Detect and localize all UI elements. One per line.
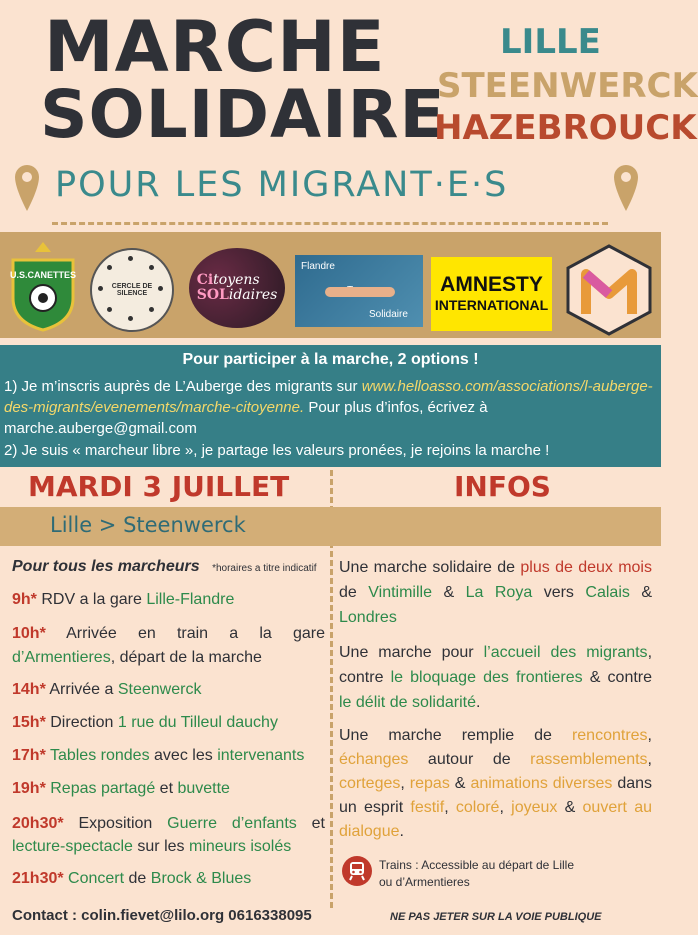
schedule-item: 20h30* Exposition Guerre d’enfants et lecture-spectacle sur les mineurs isolés [12, 815, 325, 855]
info-paragraph-2: Une marche pour l’accueil des migrants, contre le bloquage des frontieres & contre le délit de solidarité. [339, 644, 653, 711]
participate-title: Pour participer à la marche, 2 options ! [182, 351, 479, 368]
cercle-label: CERCLE DE SILENCE [111, 283, 153, 297]
subtitle: POUR LES MIGRANT·E·S [55, 165, 509, 205]
canettes-logo [5, 238, 81, 334]
amnesty-logo [431, 257, 552, 331]
option-1-number: 1) [4, 378, 18, 395]
amnesty-international-label: INTERNATIONAL [434, 297, 549, 313]
person-icon [149, 307, 154, 312]
option-2-number: 2) [4, 442, 18, 459]
train-icon [342, 856, 372, 886]
option-1-text: Je m’inscris auprès de L’Auberge des migrants sur [21, 378, 358, 395]
person-icon [98, 286, 103, 291]
flandre-terre-solidaire-logo [295, 255, 423, 327]
canettes-label: U.S.CANETTES [9, 270, 76, 280]
person-icon [158, 286, 163, 291]
city-lille: LILLE [500, 22, 601, 62]
cercle-de-silence-logo [90, 248, 174, 332]
contact-line: Contact : colin.fievet@lilo.org 0616338095 [12, 907, 312, 924]
schedule-item: 19h* Repas partagé et buvette [12, 780, 230, 797]
flandre-label: Flandre [301, 261, 335, 272]
citoyens-part3: SOL [196, 287, 229, 303]
solidaire-label: Solidaire [369, 309, 408, 320]
schedule-item: 21h30* Concert de Brock & Blues [12, 870, 252, 887]
schedule-item: 10h* Arrivée en train a la gare d’Armentieres, départ de la marche [12, 625, 326, 666]
person-icon [128, 256, 133, 261]
title-line2: SOLIDAIRE [40, 76, 446, 153]
title-line1: MARCHE [44, 6, 386, 88]
schedule-intro [12, 557, 330, 579]
info-paragraph-1: Une marche solidaire de plus de deux mois de Vintimille & La Roya vers Calais & Londres [339, 559, 653, 626]
auberge-migrants-logo [562, 242, 656, 338]
location-pin-icon [613, 163, 639, 213]
location-pin-icon [14, 163, 40, 213]
person-icon [149, 265, 154, 270]
helloasso-link[interactable]: www.helloasso.com/associations/l-auberge-des-migrants/evenements/marche-citoyenne. [4, 378, 653, 416]
trains-line-2: ou d’Armentieres [379, 875, 470, 889]
schedule-note: *horaires a titre indicatif [212, 563, 317, 574]
citoyens-part4: idaires [228, 287, 278, 303]
option-1-after: Pour plus d’infos, écrivez à [308, 399, 488, 416]
schedule-intro-text: Pour tous les marcheurs [12, 558, 200, 575]
date-title: MARDI 3 JUILLET [28, 470, 290, 503]
schedule-item: 15h* Direction 1 rue du Tilleul dauchy [12, 714, 278, 731]
trains-info [379, 857, 574, 891]
trains-line-1: Trains : Accessible au départ de Lille [379, 858, 574, 872]
auberge-email[interactable]: marche.auberge@gmail.com [4, 420, 197, 437]
citoyens-part1: Ci [196, 272, 214, 288]
infos-title: INFOS [454, 470, 551, 503]
city-hazebrouck: HAZEBROUCK [434, 108, 697, 148]
person-icon [128, 316, 133, 321]
person-icon [107, 307, 112, 312]
info-paragraph-3: Une marche remplie de rencontres, échanges autour de rassemblements, corteges, repas & animations diverses dans un esprit festif, coloré, joyeux & ouvert au dialogue. [339, 727, 653, 840]
schedule-item: 9h* RDV a la gare Lille-Flandre [12, 591, 235, 608]
schedule-item: 17h* Tables rondes avec les intervenants [12, 747, 305, 764]
citoyens-solidaires-logo [189, 248, 285, 328]
schedule-item: 14h* Arrivée a Steenwerck [12, 681, 202, 698]
header-divider [52, 222, 608, 225]
option-2-text: Je suis « marcheur libre », je partage les valeurs pronées, je rejoins la marche ! [21, 442, 550, 459]
city-steenwerck: STEENWERCK [437, 66, 698, 106]
hands-icon [325, 287, 395, 297]
person-icon [107, 265, 112, 270]
amnesty-label: AMNESTY [440, 273, 543, 296]
citoyens-part2: toyens [213, 272, 260, 288]
option-2 [4, 440, 654, 461]
option-1 [4, 376, 654, 439]
footer-notice: NE PAS JETER SUR LA VOIE PUBLIQUE [390, 911, 602, 923]
route-label: Lille > Steenwerck [50, 513, 246, 537]
